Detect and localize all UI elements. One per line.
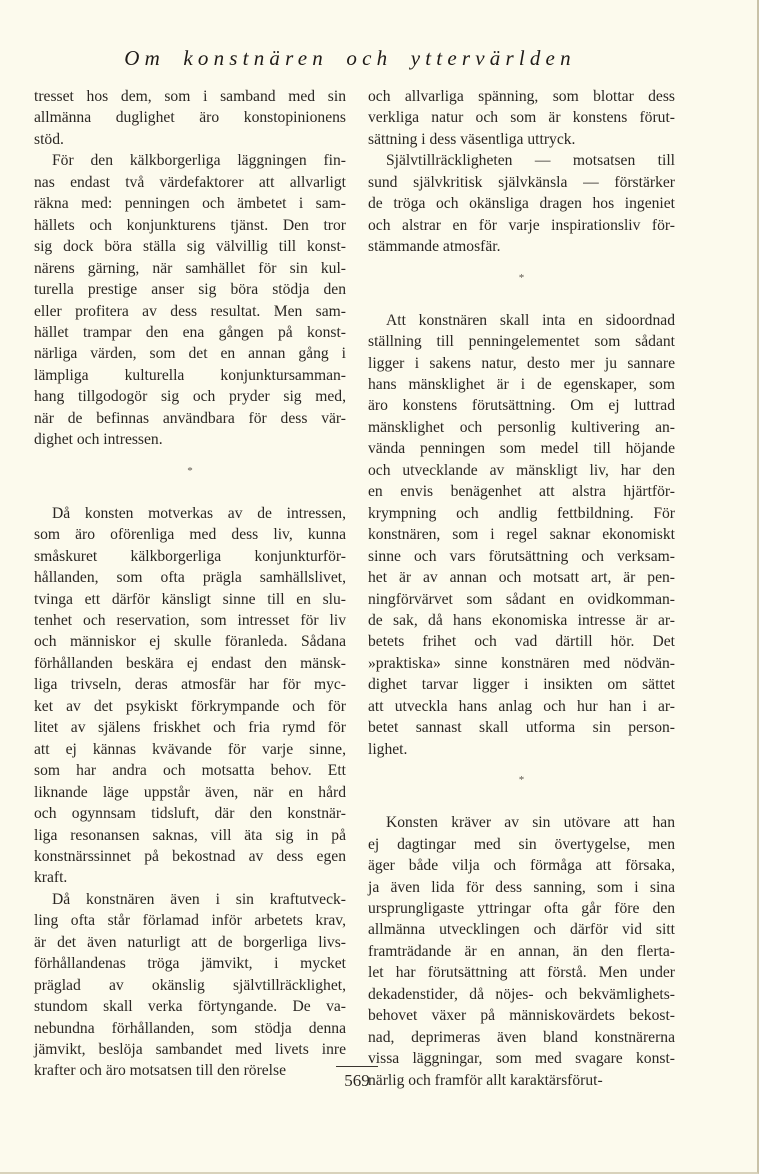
text-line: liknande läge uppstår även, när en hård <box>34 783 346 801</box>
spacer <box>368 300 675 310</box>
text-line: att ej kännas kvävande för varje sinne, <box>34 740 346 758</box>
text-line: när de befinnas användbara för dess vär- <box>34 409 346 427</box>
text-line: eller profitera av dess resultat. Men sam- <box>34 302 346 320</box>
text-line: tresset hos dem, som i samband med sin <box>34 88 346 105</box>
text-line: är det även naturligt att de borgerliga livs- <box>34 933 346 951</box>
text-line: småskuret kälkborgerliga konjunkturför- <box>34 547 346 565</box>
text-line: de sak, då hans ekonomiska intresse är ar- <box>368 611 675 629</box>
text-line: framträdande är en annan, än den flerta- <box>368 942 675 960</box>
left-column <box>34 86 346 1082</box>
section-separator-icon: * <box>518 774 525 787</box>
text-line: behovet växer på människovärdets bekost- <box>368 1007 675 1025</box>
text-line: förhållandenas tröga jämvikt, i mycket <box>34 955 346 973</box>
text-line: Att konstnären skall inta en sidoordnad <box>386 311 675 329</box>
section-separator-icon: * <box>518 271 525 284</box>
page-number: 569 <box>336 1066 378 1091</box>
text-line: att utveckla hans anlag och hur han i ar- <box>368 697 675 715</box>
text-line: tenhet och reservation, som intresset för liv <box>34 611 346 629</box>
text-line: lämpliga kulturella konjunktursamman- <box>34 366 346 384</box>
text-line: närens gärning, när samhället för sin kul- <box>34 259 346 277</box>
text-line: Självtillräckligheten — motsatsen till <box>386 152 675 170</box>
text-line: stundom skall verka förtyngande. De va- <box>34 998 346 1016</box>
text-line: nas endast två värdefaktorer att allvarligt <box>34 173 346 191</box>
text-line: hållanden, som ofta prägla samhällslivet, <box>34 569 346 587</box>
text-line: ling ofta står förlamad inför arbetets krav, <box>34 912 346 930</box>
text-line: förhållanden beskära ej endast den mänsk- <box>34 654 346 672</box>
right-column <box>368 86 675 1091</box>
text-line: het är av annan och motsatt art, är pen- <box>368 569 675 587</box>
text-line: och ogynnsam tidsluft, där den konstnär- <box>34 805 346 823</box>
paragraph <box>368 150 675 257</box>
text-line: och alstrar en för varje inspirationsliv för- <box>368 216 675 234</box>
text-line: vända penningen som medel till höjande <box>368 440 675 458</box>
spacer <box>34 493 346 503</box>
text-line: krympning och andlig fettbildning. För <box>368 504 675 522</box>
running-head: Om konstnären och yttervärlden <box>124 46 576 70</box>
text-line: och människor ej skulle föranleda. Sådana <box>34 633 346 651</box>
text-line: jämvikt, beslöja sambandet med livets inre <box>34 1041 346 1059</box>
text-line: vissa läggningar, som med svagare konst- <box>368 1050 675 1068</box>
text-line: kraft. <box>34 869 68 887</box>
text-line: »praktiska» sinne konstnären med nödvän- <box>368 654 675 672</box>
text-line: konstnären, som i regel saknar ekonomiskt <box>368 526 675 544</box>
text-line: ursprungligaste yttringar ofta går före den <box>368 899 675 917</box>
text-line: Konsten kräver av sin utövare att han <box>386 814 675 832</box>
text-line: äger både vilja och förmåga att försaka, <box>368 857 675 875</box>
text-line: ställning till penningelementet som sådant <box>368 333 675 351</box>
spacer <box>368 802 675 812</box>
text-line: allmänna duglighet äro konstopinionens <box>34 109 346 127</box>
text-line: hang tillgodogör sig och pryder sig med, <box>34 388 346 406</box>
text-line: turella prestige anser sig böra stödja den <box>34 281 346 299</box>
paragraph <box>368 812 675 1091</box>
text-line: tvinga ett därför känsligt sinne till en slu- <box>34 590 346 608</box>
text-line: präglad av okänslig självtillräcklighet, <box>34 976 346 994</box>
text-line: konstnärssinnet på bekostnad av dess egen <box>34 847 346 865</box>
text-line: ja även lida för dess sanning, som i sina <box>368 878 675 896</box>
text-line: lighet. <box>368 740 408 758</box>
text-line: verkliga natur och som är konstens förut- <box>368 109 675 127</box>
text-line: som har andra och motsatta behov. Ett <box>34 762 346 780</box>
paragraph <box>34 150 346 450</box>
text-line: krafter och äro motsatsen till den rörelse <box>34 1062 287 1080</box>
text-line: räkna med: penningen och ämbetet i sam- <box>34 195 346 213</box>
paragraph <box>34 889 346 1082</box>
text-line: nad, deprimeras även bland konstnärerna <box>368 1028 675 1046</box>
text-line: ligger i sakens natur, desto mer ju sannare <box>368 354 675 372</box>
text-line: nebundna förhållanden, som stödja denna <box>34 1019 346 1037</box>
text-line: För den kälkborgerliga läggningen fin- <box>52 152 346 170</box>
text-line: mänsklighet och personlig kultivering an- <box>368 418 675 436</box>
text-line: som äro oförenliga med dess liv, kunna <box>34 526 346 544</box>
text-line: betet sannast skall utforma sin person- <box>368 719 675 737</box>
section-separator-icon: * <box>187 464 193 477</box>
text-line: allmänna utvecklingen och därför vid sitt <box>368 921 675 939</box>
paragraph <box>368 86 675 150</box>
text-line: Då konsten motverkas av de intressen, <box>52 504 346 522</box>
text-line: sinne och vars förutsättning och verksam- <box>368 547 675 565</box>
text-line: dighet tarvar ligger i insikten om sättet <box>368 676 675 694</box>
text-line: närliga värden, som det en annan gång i <box>34 345 346 363</box>
text-line: hällets och konjunkturens tjänst. Den tror <box>34 216 346 234</box>
text-line: och utvecklande av mänskligt liv, har den <box>368 461 675 479</box>
text-line: liga resonansen saknas, vill äta sig in på <box>34 826 346 844</box>
text-line: dekadenstider, då nöjes- och bekvämlighets- <box>368 985 675 1003</box>
text-line: de tröga och okänsliga dragen hos ingeniet <box>368 195 675 213</box>
text-line: sättning i dess väsentliga uttryck. <box>368 130 576 148</box>
text-line: hället trampar den ena gången på konst- <box>34 323 346 341</box>
text-line: ej dagtingar med sin övertygelse, men <box>368 835 675 853</box>
text-line: stämmande atmosfär. <box>368 238 501 256</box>
text-line: sund självkritisk självkänsla — förstärker <box>368 173 675 191</box>
text-line: och allvarliga spänning, som blottar dess <box>368 88 675 105</box>
text-line: närlig och framför allt karaktärsförut- <box>368 1071 603 1089</box>
paragraph <box>34 86 346 150</box>
text-line: äro konstens förutsättning. Om ej luttrad <box>368 397 675 415</box>
text-line: hans mänsklighet är i de egenskaper, som <box>368 375 675 393</box>
text-line: betets frihet och vad därtill hör. Det <box>368 633 675 651</box>
text-line: litet av själens friskhet och fria rymd för <box>34 719 346 737</box>
text-line: Då konstnären även i sin kraftutveck- <box>52 890 346 908</box>
paragraph <box>34 503 346 889</box>
text-line: let har förutsättning att förstå. Men under <box>368 964 675 982</box>
text-line: sig dock böra ställa sig välvillig till konst- <box>34 238 346 256</box>
paragraph <box>368 310 675 761</box>
text-line: stöd. <box>34 130 64 148</box>
text-line: liga trivseln, deras atmosfär har för myc- <box>34 676 346 694</box>
text-line: ningförvärvet som sådant en ovidkomman- <box>368 590 675 608</box>
text-line: dighet och intressen. <box>34 431 163 449</box>
text-line: ket av det psykiskt förkrympande och för <box>34 697 346 715</box>
text-line: en envis benägenhet att alstra hjärtför- <box>368 483 675 501</box>
